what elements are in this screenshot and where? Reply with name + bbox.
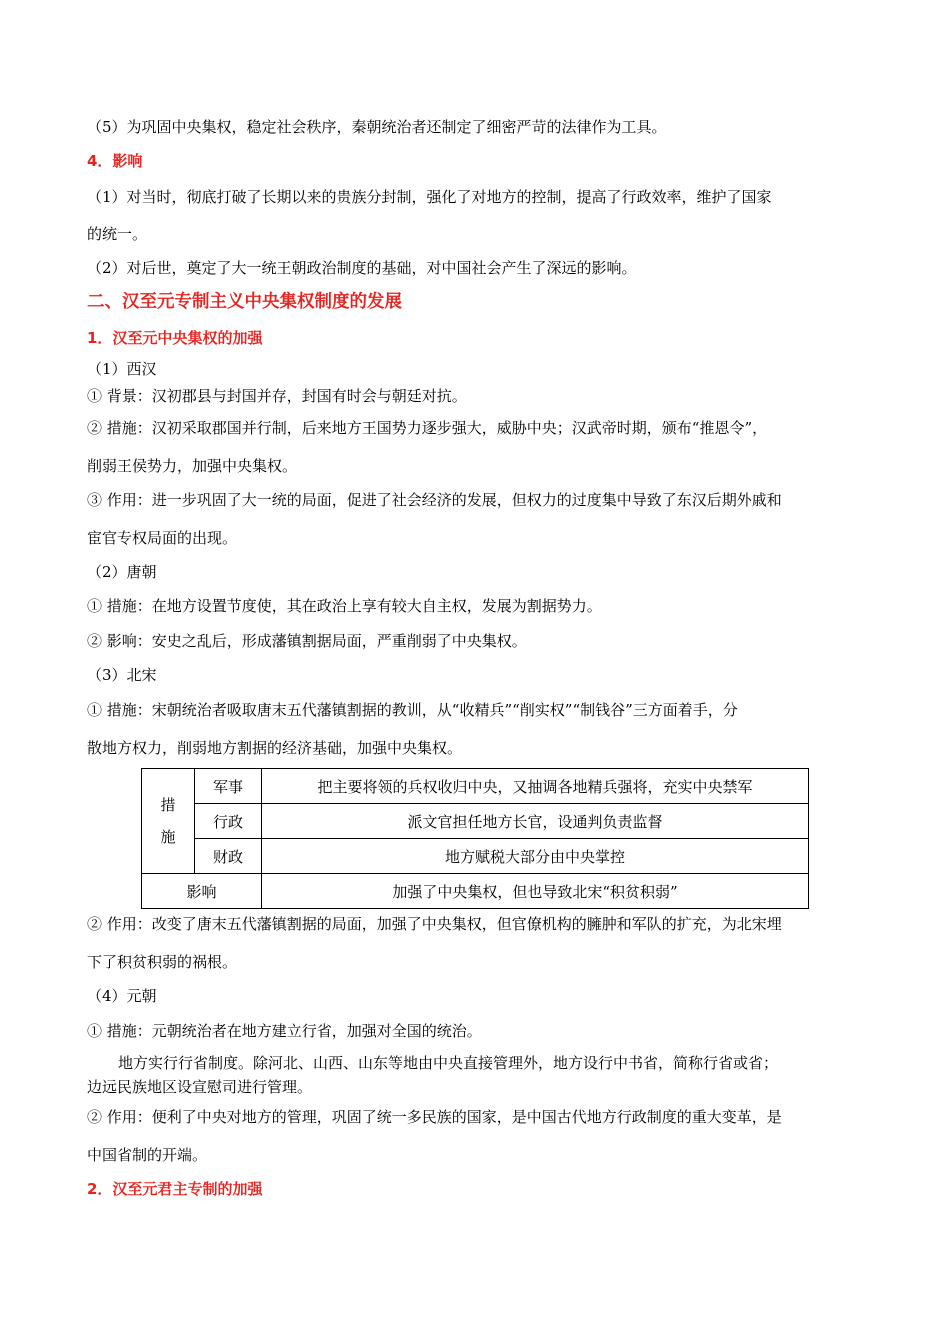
yuan-note-a: 地方实行行省制度。除河北、山西、山东等地由中央直接管理外，地方设行中书省，简称行省或省；: [118, 1054, 779, 1072]
measures-header-top: 措: [160, 796, 176, 814]
yuan-effect-b: 中国省制的开端。: [87, 1146, 208, 1164]
table-row: [142, 769, 809, 804]
beisong-effect-a: ② 作用：改变了唐末五代藩镇割据的局面，加强了中央集权，但官僚机构的臃肿和军队的扩充，为北宋埋: [87, 915, 782, 933]
table-row: [142, 839, 809, 874]
table-row: [142, 804, 809, 839]
content-military: 把主要将领的兵权收归中央，又抽调各地精兵强将，充实中央禁军: [262, 769, 809, 804]
section-title: 二、汉至元专制主义中央集权制度的发展: [87, 292, 402, 312]
subsection-title-1: 1．汉至元中央集权的加强: [87, 329, 263, 347]
xihan-effect-b: 宦官专权局面的出现。: [87, 529, 238, 547]
subsection-title-2: 2．汉至元君主专制的加强: [87, 1180, 263, 1198]
paragraph-influence-2: （2）对后世，奠定了大一统王朝政治制度的基础，对中国社会产生了深远的影响。: [87, 259, 637, 277]
influence-label-cell: 影响: [142, 874, 262, 909]
xihan-effect-a: ③ 作用：进一步巩固了大一统的局面，促进了社会经济的发展，但权力的过度集中导致了东汉后期外戚和: [87, 491, 782, 509]
yuan-effect-a: ② 作用：便利了中央对地方的管理，巩固了统一多民族的国家，是中国古代地方行政制度的重大变革，是: [87, 1108, 782, 1126]
beisong-label: （3）北宋: [87, 666, 157, 684]
beisong-effect-b: 下了积贫积弱的祸根。: [87, 953, 238, 971]
yuan-note-b: 边远民族地区设宣慰司进行管理。: [87, 1078, 313, 1096]
yuan-measure: ① 措施：元朝统治者在地方建立行省，加强对全国的统治。: [87, 1022, 482, 1040]
xihan-background: ① 背景：汉初郡县与封国并存，封国有时会与朝廷对抗。: [87, 387, 467, 405]
xihan-measure-a: ② 措施：汉初采取郡国并行制，后来地方王国势力逐步强大，威胁中央；汉武帝时期，颁布“推恩令”，: [87, 419, 768, 437]
measures-header-cell: [142, 769, 195, 874]
paragraph-qin-law: （5）为巩固中央集权，稳定社会秩序，秦朝统治者还制定了细密严苛的法律作为工具。: [87, 118, 667, 136]
beisong-measure-b: 散地方权力，削弱地方割据的经济基础，加强中央集权。: [87, 739, 463, 757]
content-administration: 派文官担任地方长官，设通判负责监督: [262, 804, 809, 839]
xihan-measure-b: 削弱王侯势力，加强中央集权。: [87, 457, 298, 475]
yuan-label: （4）元朝: [87, 987, 157, 1005]
category-finance: 财政: [195, 839, 262, 874]
content-finance: 地方赋税大部分由中央掌控: [262, 839, 809, 874]
heading-influence: 4．影响: [87, 152, 143, 170]
tang-influence: ② 影响：安史之乱后，形成藩镇割据局面，严重削弱了中央集权。: [87, 632, 527, 650]
category-military: 军事: [195, 769, 262, 804]
table-row: [142, 874, 809, 909]
beisong-measures-table: [141, 768, 809, 909]
paragraph-influence-1a: （1）对当时，彻底打破了长期以来的贵族分封制，强化了对地方的控制，提高了行政效率，维护了国家: [87, 188, 772, 206]
tang-measure: ① 措施：在地方设置节度使，其在政治上享有较大自主权，发展为割据势力。: [87, 597, 602, 615]
influence-content-cell: 加强了中央集权，但也导致北宋“积贫积弱”: [262, 874, 809, 909]
xihan-label: （1）西汉: [87, 360, 157, 378]
measures-header-bottom: 施: [160, 828, 176, 846]
category-administration: 行政: [195, 804, 262, 839]
beisong-measure-a: ① 措施：宋朝统治者吸取唐末五代藩镇割据的教训，从“收精兵”“削实权”“制钱谷”三方面着手，分: [87, 701, 738, 719]
paragraph-influence-1b: 的统一。: [87, 225, 148, 243]
tang-label: （2）唐朝: [87, 563, 157, 581]
